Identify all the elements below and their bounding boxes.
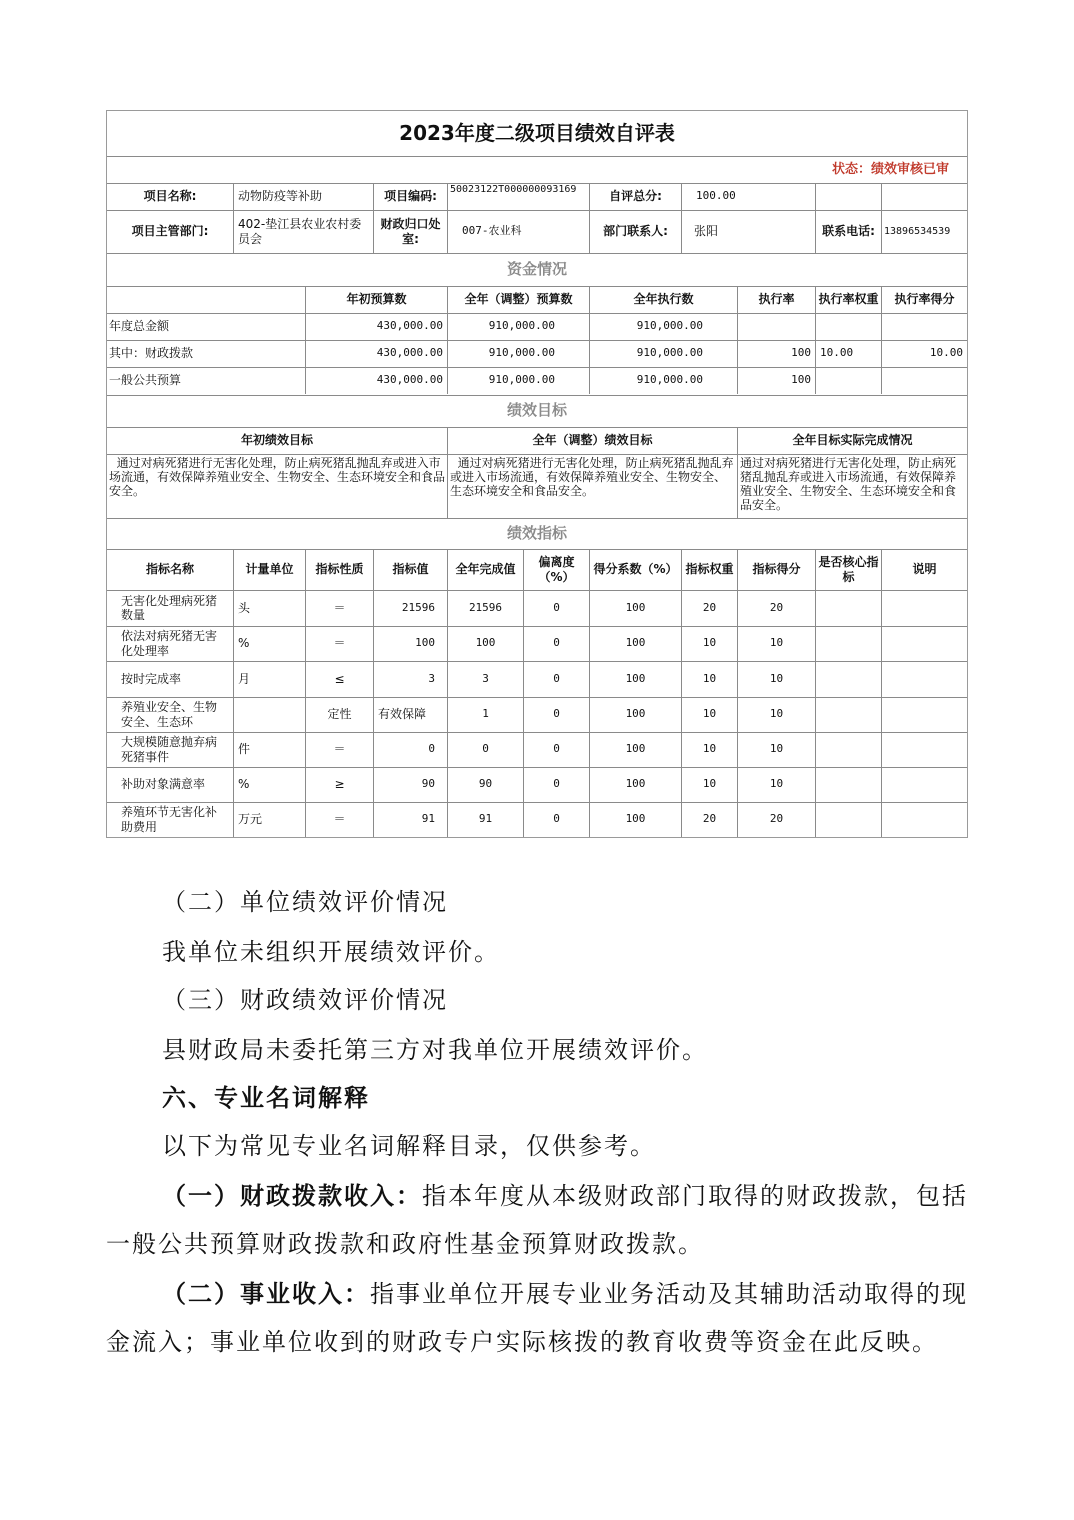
indicator-cell <box>815 661 881 697</box>
indicator-cell: 0 <box>523 732 589 767</box>
indicator-cell: 10 <box>681 697 737 732</box>
fund-cell: 100 <box>737 340 815 367</box>
indicator-cell <box>881 661 967 697</box>
indicator-name: 补助对象满意率 <box>121 777 206 792</box>
fund-row-name: 其中：财政拨款 <box>109 346 194 361</box>
para-unit-eval-text: 我单位未组织开展绩效评价。 <box>162 938 500 966</box>
indicator-cell: ≤ <box>305 661 373 697</box>
goals-header: 全年目标实际完成情况 <box>737 427 967 454</box>
indicator-header: 全年完成值 <box>447 549 523 590</box>
term-business-label: （二）事业收入： <box>162 1279 370 1308</box>
indicator-name: 依法对病死猪无害化处理率 <box>121 629 218 658</box>
indicator-cell: 21596 <box>447 590 523 626</box>
indicator-cell: 100 <box>589 626 681 661</box>
indicator-cell: 10 <box>681 661 737 697</box>
indicator-cell: 件 <box>233 732 305 767</box>
info-empty-cell <box>815 183 881 210</box>
score-value: 100.00 <box>681 183 815 210</box>
indicator-cell: 10 <box>737 661 815 697</box>
office-label: 财政归口处室: <box>373 210 447 253</box>
indicator-cell: 20 <box>681 802 737 837</box>
indicator-cell: 10 <box>681 732 737 767</box>
goal-initial-text: 通过对病死猪进行无害化处理，防止病死猪乱抛乱弃或进入市场流通，有效保障养殖业安全、生物安全、生态环境安全和食品安全。 <box>109 456 446 499</box>
indicator-cell: 20 <box>737 802 815 837</box>
fund-cell: 430,000.00 <box>305 367 447 394</box>
term-fiscal-text: 指本年度从本级财政部门取得的财政拨款，包括一般公共预算财政拨款和政府性基金预算财政拨款。 <box>106 1182 968 1258</box>
fund-cell: 910,000.00 <box>447 313 589 340</box>
indicator-name: 无害化处理病死猪数量 <box>121 593 218 622</box>
indicator-name: 按时完成率 <box>121 671 182 686</box>
funds-header: 年初预算数 <box>305 286 447 313</box>
term-business-text: 指事业单位开展专业业务活动及其辅助活动取得的现金流入；事业单位收到的财政专户实际核拨的教育收费等资金在此反映。 <box>106 1280 968 1356</box>
info-empty-cell <box>881 183 967 210</box>
fund-cell <box>881 313 967 340</box>
indicator-cell <box>881 802 967 837</box>
indicator-cell: ＝ <box>305 802 373 837</box>
goals-header: 年初绩效目标 <box>240 433 313 448</box>
para-unit-eval-heading: （二）单位绩效评价情况 <box>162 888 448 916</box>
funds-header: 执行率得分 <box>881 286 967 313</box>
indicator-header: 指标值 <box>373 549 447 590</box>
fund-cell: 430,000.00 <box>305 340 447 367</box>
indicator-cell <box>881 590 967 626</box>
fund-cell: 910,000.00 <box>589 313 737 340</box>
indicator-cell: 100 <box>589 732 681 767</box>
dept-label: 项目主管部门: <box>131 224 209 239</box>
indicator-cell: 0 <box>523 802 589 837</box>
fund-cell <box>815 367 881 394</box>
indicator-cell: ＝ <box>305 732 373 767</box>
fund-cell: 910,000.00 <box>447 367 589 394</box>
status-label: 状态：绩效审核已审 <box>831 161 949 177</box>
para-term-fiscal <box>106 1172 968 1268</box>
indicator-cell: 100 <box>373 626 447 661</box>
indicator-cell: 3 <box>447 661 523 697</box>
section-funds: 资金情况 <box>506 259 567 278</box>
indicator-header: 指标得分 <box>737 549 815 590</box>
para-glossary-heading: 六、专业名词解释 <box>162 1083 370 1112</box>
indicator-cell: 10 <box>737 697 815 732</box>
indicator-cell <box>815 697 881 732</box>
indicator-cell: 100 <box>589 767 681 802</box>
indicator-cell: 头 <box>233 590 305 626</box>
indicator-cell: 0 <box>523 697 589 732</box>
indicator-name: 养殖业安全、生物安全、生态环 <box>121 700 218 729</box>
indicator-cell <box>881 767 967 802</box>
fund-cell: 910,000.00 <box>589 367 737 394</box>
fund-cell <box>737 313 815 340</box>
indicator-cell: 月 <box>233 661 305 697</box>
fund-cell: 100 <box>737 367 815 394</box>
indicator-cell: 100 <box>589 590 681 626</box>
indicator-cell: 20 <box>681 590 737 626</box>
project-name-label: 项目名称: <box>143 189 197 204</box>
indicator-cell: 91 <box>373 802 447 837</box>
indicator-cell: 有效保障 <box>373 697 447 732</box>
section-goals: 绩效目标 <box>506 401 567 420</box>
office-value: 007-农业科 <box>447 210 589 253</box>
contact-value: 张阳 <box>681 210 815 253</box>
indicator-cell: ≥ <box>305 767 373 802</box>
contact-label: 部门联系人: <box>589 210 681 253</box>
indicator-cell <box>881 732 967 767</box>
indicator-cell: 0 <box>447 732 523 767</box>
para-finance-eval-text: 县财政局未委托第三方对我单位开展绩效评价。 <box>162 1036 708 1064</box>
indicator-cell: 100 <box>589 697 681 732</box>
project-name: 动物防疫等补助 <box>233 183 373 210</box>
indicator-cell: 3 <box>373 661 447 697</box>
funds-header-blank <box>107 286 305 313</box>
section-indicators: 绩效指标 <box>506 523 567 542</box>
indicator-cell: 10 <box>737 732 815 767</box>
indicator-cell: 100 <box>589 661 681 697</box>
performance-table <box>106 110 968 838</box>
goals-header: 全年（调整）绩效目标 <box>447 427 737 454</box>
funds-header: 全年（调整）预算数 <box>447 286 589 313</box>
indicator-cell: 0 <box>523 590 589 626</box>
indicator-cell: 1 <box>447 697 523 732</box>
fund-cell: 10.00 <box>881 340 967 367</box>
indicator-cell <box>881 697 967 732</box>
indicator-cell: 20 <box>737 590 815 626</box>
para-glossary-intro: 以下为常见专业名词解释目录，仅供参考。 <box>162 1132 656 1160</box>
indicator-name: 大规模随意抛弃病死猪事件 <box>121 735 218 764</box>
indicator-header: 得分系数（%） <box>589 549 681 590</box>
indicator-cell <box>815 802 881 837</box>
funds-header: 全年执行数 <box>589 286 737 313</box>
indicator-cell: 0 <box>373 732 447 767</box>
indicator-cell: 万元 <box>233 802 305 837</box>
indicator-cell: 100 <box>589 802 681 837</box>
fund-cell: 10.00 <box>815 340 881 367</box>
indicator-cell <box>233 697 305 732</box>
indicator-cell: 0 <box>523 767 589 802</box>
indicator-cell: ＝ <box>305 626 373 661</box>
fund-cell: 910,000.00 <box>589 340 737 367</box>
indicator-cell: 0 <box>523 661 589 697</box>
goal-adjusted-text: 通过对病死猪进行无害化处理，防止病死猪乱抛乱弃或进入市场流通，有效保障养殖业安全、生物安全、生态环境安全和食品安全。 <box>447 454 737 518</box>
indicator-cell: % <box>233 767 305 802</box>
table-title: 2023年度二级项目绩效自评表 <box>399 120 675 145</box>
funds-header: 执行率权重 <box>815 286 881 313</box>
indicator-header: 计量单位 <box>233 549 305 590</box>
indicator-cell: 91 <box>447 802 523 837</box>
fund-cell: 910,000.00 <box>447 340 589 367</box>
indicator-header: 指标名称 <box>145 562 194 577</box>
fund-row-name: 一般公共预算 <box>109 373 182 388</box>
project-code-label: 项目编码: <box>373 183 447 210</box>
indicator-cell: 90 <box>373 767 447 802</box>
indicator-cell: 21596 <box>373 590 447 626</box>
para-finance-eval-heading: （三）财政绩效评价情况 <box>162 986 448 1014</box>
goal-actual-text: 通过对病死猪进行无害化处理，防止病死猪乱抛乱弃或进入市场流通，有效保障养殖业安全、生物安全、生态环境安全和食品安全。 <box>737 454 967 518</box>
dept-value: 402-垫江县农业农村委员会 <box>233 210 373 253</box>
indicator-cell: ＝ <box>305 590 373 626</box>
indicator-cell: 10 <box>737 626 815 661</box>
indicator-cell: 0 <box>523 626 589 661</box>
indicator-cell: 10 <box>681 626 737 661</box>
indicator-cell: 10 <box>681 767 737 802</box>
indicator-name: 养殖环节无害化补助费用 <box>121 805 218 834</box>
indicator-cell: 100 <box>447 626 523 661</box>
indicator-cell <box>815 626 881 661</box>
para-term-business <box>106 1270 968 1366</box>
term-fiscal-label: （一）财政拨款收入： <box>162 1181 422 1210</box>
indicator-header: 偏离度（%） <box>523 549 589 590</box>
fund-cell <box>881 367 967 394</box>
fund-cell <box>815 313 881 340</box>
indicator-cell: 定性 <box>305 697 373 732</box>
indicator-cell: % <box>233 626 305 661</box>
indicator-header: 是否核心指标 <box>815 549 881 590</box>
phone-value: 13896534539 <box>881 210 967 253</box>
indicator-cell <box>815 590 881 626</box>
indicator-cell <box>815 767 881 802</box>
indicator-cell: 90 <box>447 767 523 802</box>
funds-header: 执行率 <box>737 286 815 313</box>
indicator-cell <box>881 626 967 661</box>
score-label: 自评总分: <box>589 183 681 210</box>
indicator-cell <box>815 732 881 767</box>
indicator-header: 指标性质 <box>305 549 373 590</box>
indicator-cell: 10 <box>737 767 815 802</box>
indicator-header: 指标权重 <box>681 549 737 590</box>
fund-cell: 430,000.00 <box>305 313 447 340</box>
indicator-header: 说明 <box>881 549 967 590</box>
phone-label: 联系电话: <box>815 210 881 253</box>
fund-row-name: 年度总金额 <box>109 319 170 334</box>
project-code: 50023122T000000093169 <box>447 183 589 210</box>
